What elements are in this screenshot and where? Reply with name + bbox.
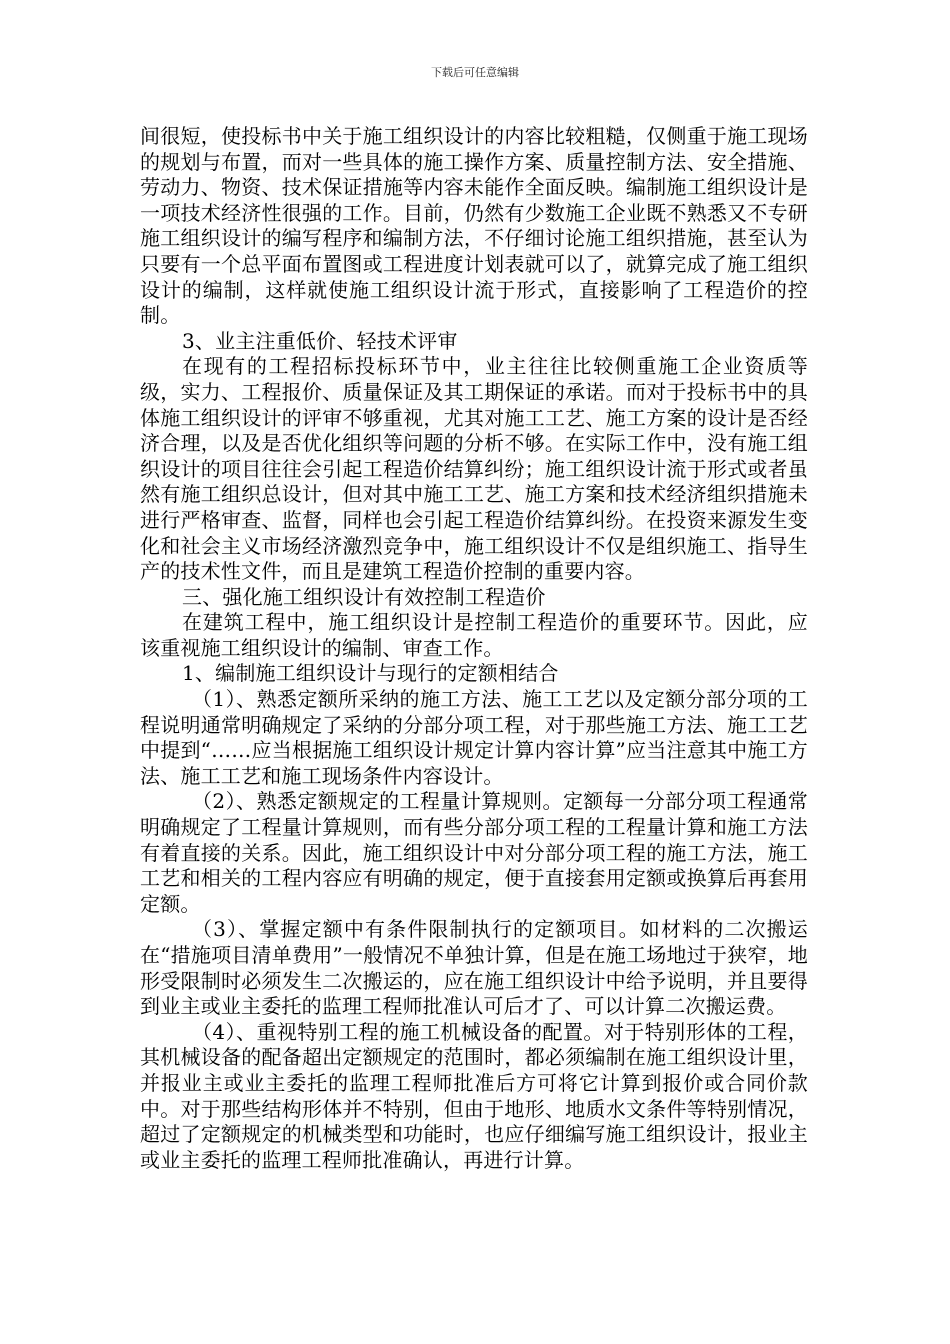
- list-item-2: （2）、熟悉定额规定的工程量计算规则。定额每一分部分项工程通常明确规定了工程量计算规则，而有些分部分项工程的工程量计算和施工方法有着直接的关系。因此，施工组织设计中对分部分项工程的施工方法，施工工艺和相关的工程内容应有明确的规定，便于直接套用定额或换算后再套用 定额。: [140, 789, 808, 916]
- paragraph-continued: 间很短，使投标书中关于施工组织设计的内容比较粗糙，仅侧重于施工现场的规划与布置，而对一些具体的施工操作方案、质量控制方法、安全措施、劳动力、物资、技术保证措施等内容未能作全面反映。编制施工组织设计是一项技术经济性很强的工作。目前，仍然有少数施工企业既不熟悉又不专研施工组织设计的编写程序和编制方法，不仔细讨论施工组织措施，甚至认为只要有一个总平面布置图或工程进度计划表就可以了，就算完成了施工组织设计的编制，这样就使施工组织设计流于形式，直接影响了工程造价的控制。: [140, 124, 808, 328]
- section-heading-three: 三、强化施工组织设计有效控制工程造价: [182, 584, 546, 609]
- paragraph-bidding: 在现有的工程招标投标环节中，业主往往比较侧重施工企业资质等级，实力、工程报价、质量保证及其工期保证的承诺。而对于投标书中的具体施工组织设计的评审不够重视，尤其对施工工艺、施工方案的设计是否经济合理，以及是否优化组织等问题的分析不够。在实际工作中，没有施工组织设计的项目往往会引起工程造价结算纠纷；施工组织设计流于形式或者虽然有施工组织总设计，但对其中施工工艺、施工方案和技术经济组织措施未进行严格审查、监督，同样也会引起工程造价结算纠纷。在投资来源发生变化和社会主义市场经济激烈竞争中，施工组织设计不仅是组织施工、指导生产的技术性文件，而且是建筑工程造价控制的重要内容。: [140, 354, 808, 584]
- document-body: [140, 124, 808, 1173]
- list-item-4: （4）、重视特别工程的施工机械设备的配置。对于特别形体的工程，其机械设备的配备超出定额规定的范围时，都必须编制在施工组织设计里，并报业主或业主委托的监理工程师批准后方可将它计算到报价或合同价款中。对于那些结构形体并不特别，但由于地形、地质水文条件等特别情况，超过了定额规定的机械类型和功能时，也应仔细编写施工组织设计，报业主或业主委托的监理工程师批准确认，再进行计算。: [140, 1019, 808, 1172]
- list-item-1: （1）、熟悉定额所采纳的施工方法、施工工艺以及定额分部分项的工程说明通常明确规定了采纳的分部分项工程，对于那些施工方法、施工工艺中提到“……应当根据施工组织设计规定计算内容计算”应当注意其中施工方法、施工工艺和施工现场条件内容设计。: [140, 687, 808, 788]
- subheading-quota: 1、编制施工组织设计与现行的定额相结合: [182, 661, 559, 686]
- paragraph-importance: 在建筑工程中，施工组织设计是控制工程造价的重要环节。因此，应该重视施工组织设计的编制、审查工作。: [140, 610, 808, 660]
- subheading-owner-low-price: 3、业主注重低价、轻技术评审: [182, 328, 458, 353]
- page-header: 下载后可任意编辑: [431, 66, 519, 79]
- list-item-3: （3）、掌握定额中有条件限制执行的定额项目。如材料的二次搬运在“措施项目清单费用”一般情况不单独计算，但是在施工场地过于狭窄，地形受限制时必须发生二次搬运的，应在施工组织设计中给予说明，并且要得到业主或业主委托的监理工程师批准认可后才了、可以计算二次搬运费。: [140, 917, 808, 1019]
